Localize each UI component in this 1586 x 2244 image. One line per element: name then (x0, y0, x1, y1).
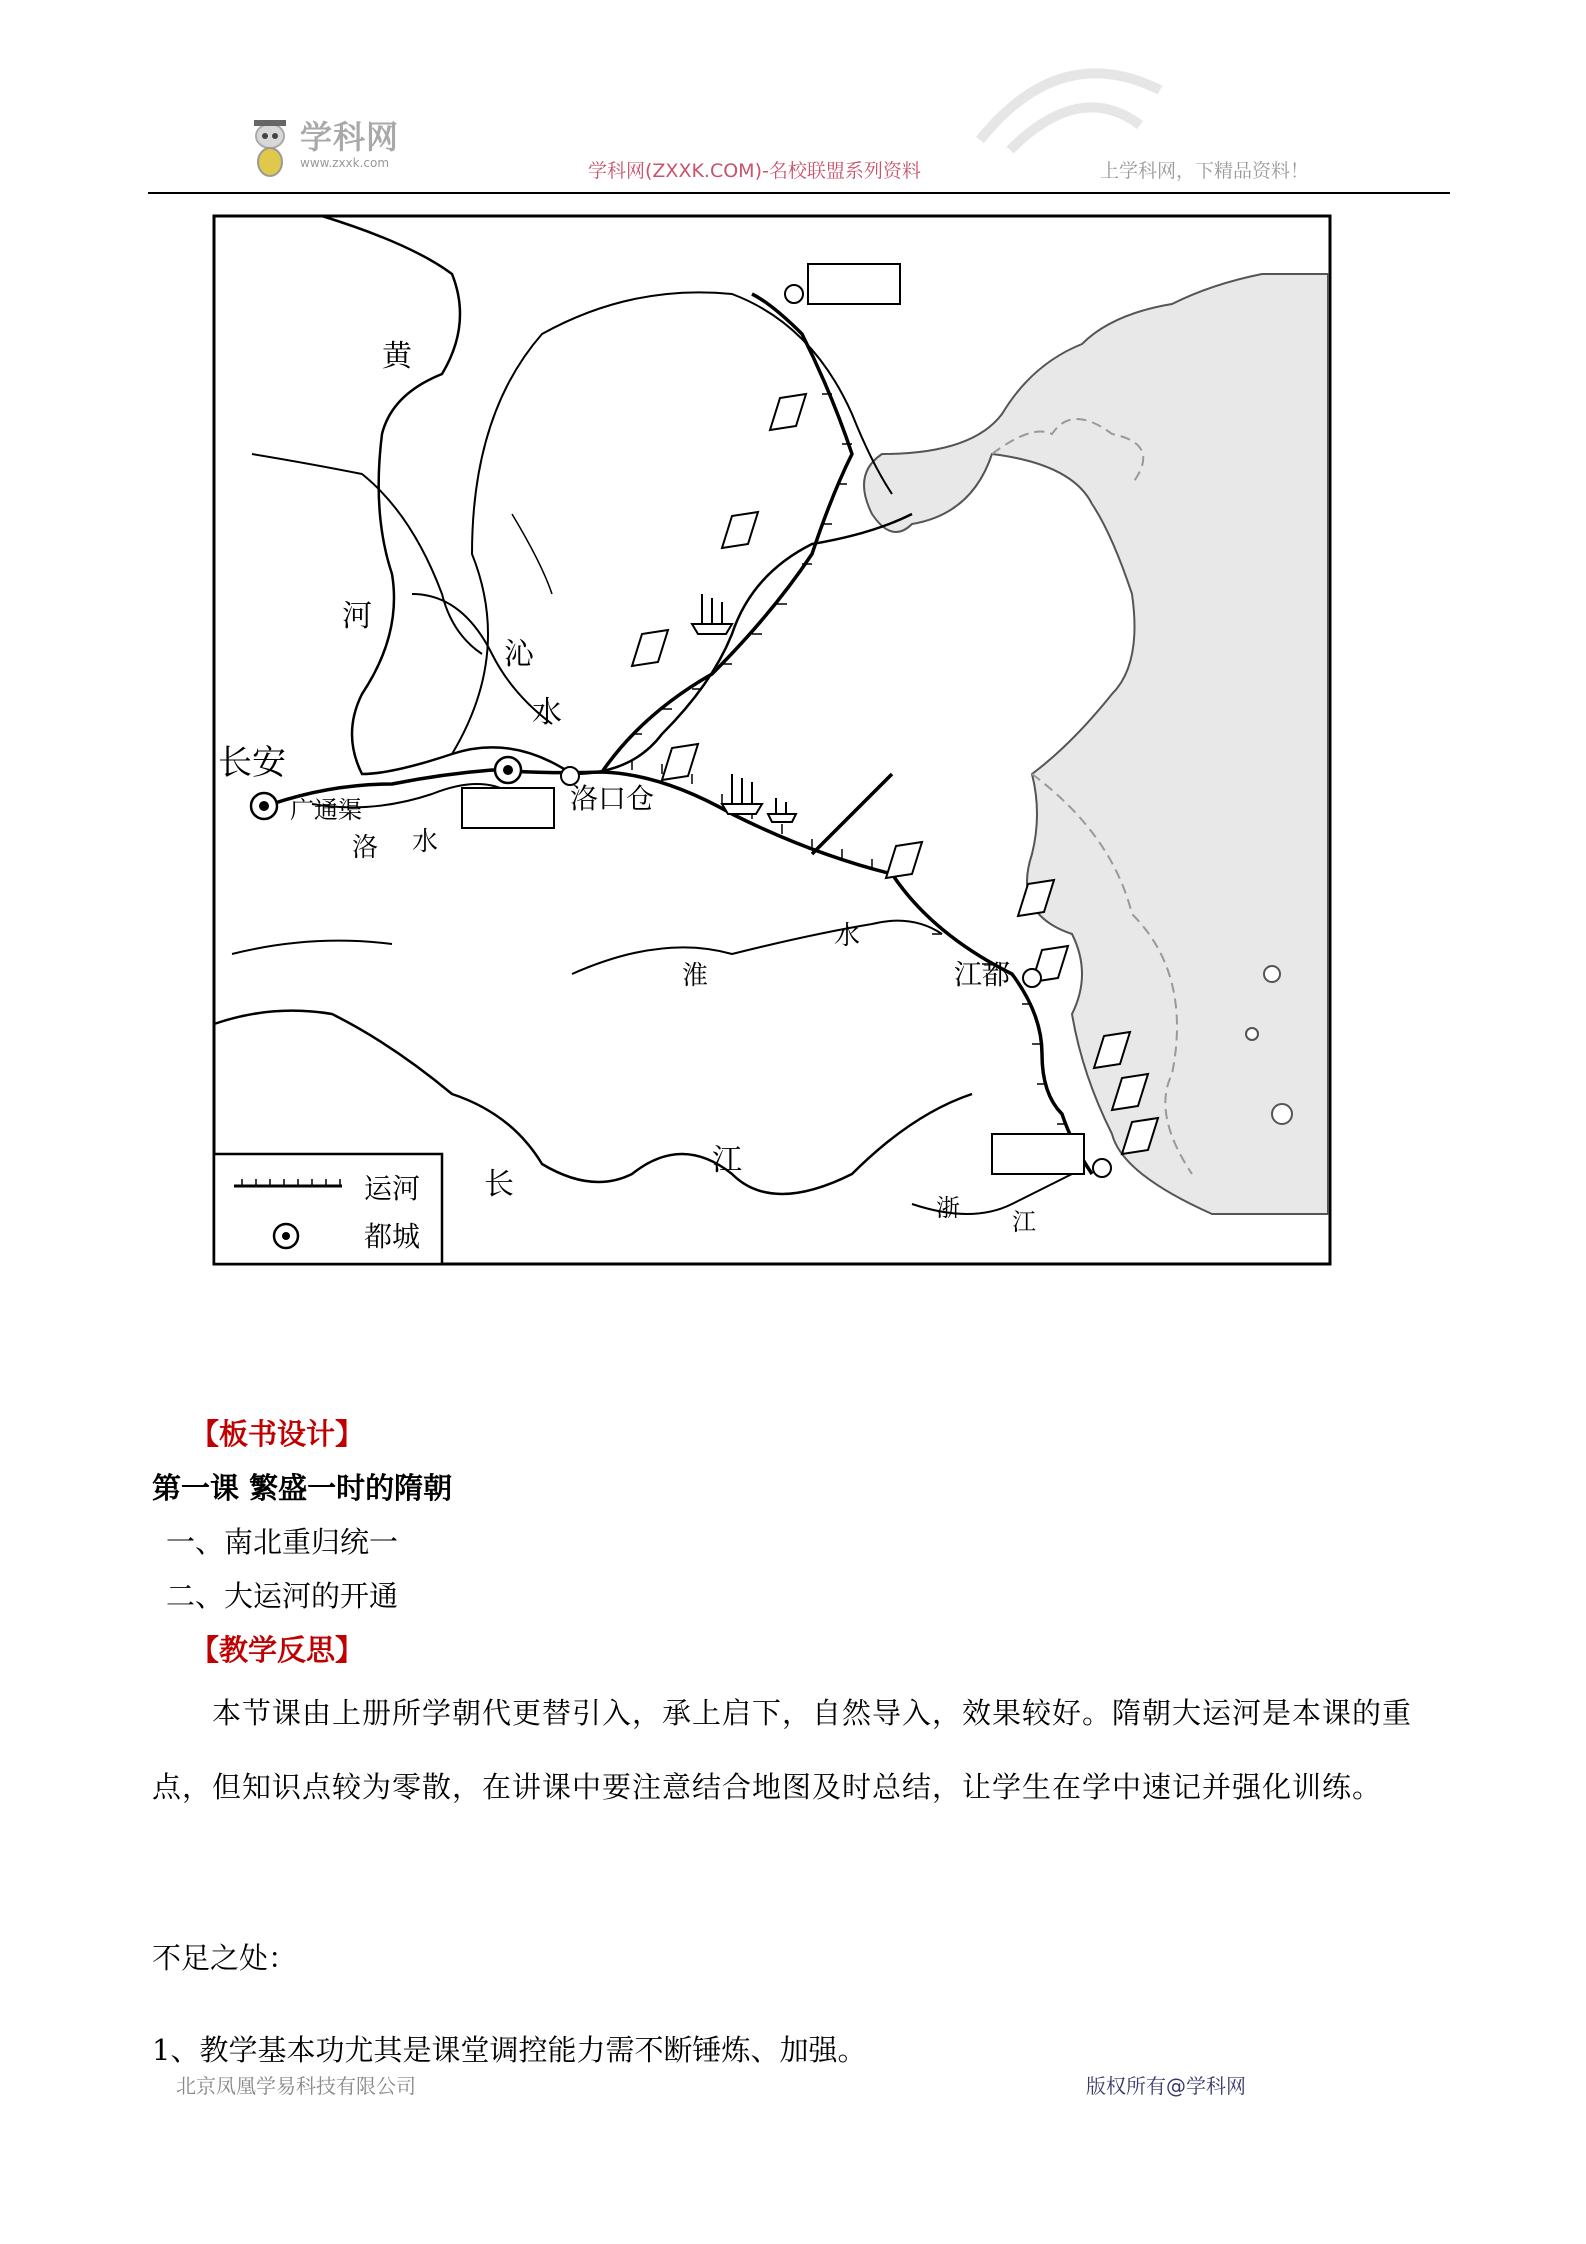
answer-box-zhuo[interactable] (808, 264, 900, 304)
label-qin-shui: 水 (532, 695, 562, 730)
label-luo: 洛 (352, 833, 379, 863)
island (1272, 1104, 1292, 1124)
capital-luoyang (495, 757, 521, 783)
lesson-title: 第一课 繁盛一时的隋朝 (152, 1471, 453, 1505)
footer-company: 北京凤凰学易科技有限公司 (176, 2074, 416, 2098)
site-logo (248, 112, 448, 182)
island (1264, 966, 1280, 982)
city-yuhang (1093, 1159, 1111, 1177)
city-zhuojun (785, 285, 803, 303)
city-jiangdu (1023, 969, 1041, 987)
label-qin: 沁 (504, 637, 534, 672)
island (1246, 1028, 1258, 1040)
answer-box-luoyang[interactable] (462, 788, 554, 828)
capital-changan (251, 793, 277, 819)
label-zhe-jiang: 江 (1012, 1208, 1036, 1236)
logo-url: www.zxxk.com (300, 156, 390, 170)
label-huai: 淮 (682, 961, 709, 991)
legend-canal-label: 运河 (364, 1172, 421, 1205)
board-design-heading: 【板书设计】 (190, 1417, 365, 1451)
header-center-text: 学科网(ZXXK.COM)-名校联盟系列资料 (588, 160, 921, 182)
label-guangtongqu: 广通渠 (290, 796, 362, 824)
label-luokoucang: 洛口仓 (570, 782, 655, 815)
label-chang: 长 (484, 1167, 514, 1202)
label-he: 河 (342, 599, 372, 634)
header-rule (148, 192, 1450, 194)
logo-text: 学科网 (300, 118, 400, 156)
reflection-heading: 【教学反思】 (190, 1633, 365, 1667)
footer-copyright: 版权所有@学科网 (1086, 2074, 1246, 2098)
reflection-paragraph: 本节课由上册所学朝代更替引入，承上启下，自然导入，效果较好。隋朝大运河是本课的重点，但知识点较为零散，在讲课中要注意结合地图及时总结，让学生在学中速记并强化训练。 (152, 1696, 1413, 1804)
label-huai-shui: 水 (834, 921, 861, 951)
label-jiang: 江 (712, 1143, 742, 1178)
shortcoming-heading: 不足之处： (152, 1941, 298, 1975)
label-luo-shui: 水 (412, 827, 439, 857)
grand-canal-map (212, 214, 1332, 1266)
mascot-icon (248, 116, 296, 182)
point-2: 二、大运河的开通 (166, 1579, 399, 1613)
watermark-stamp (940, 30, 1180, 170)
point-1: 一、南北重归统一 (166, 1525, 399, 1559)
legend-capital-label: 都城 (364, 1220, 421, 1253)
label-jiangdu: 江都 (954, 958, 1011, 991)
label-zhe: 浙 (936, 1194, 960, 1222)
label-changan: 长安 (218, 743, 286, 783)
map-legend (214, 1154, 442, 1264)
answer-box-yuhang[interactable] (992, 1134, 1084, 1174)
label-huang: 黄 (382, 339, 412, 374)
header-right-text: 上学科网，下精品资料！ (1100, 160, 1310, 182)
shortcoming-item-1: 1、教学基本功尤其是课堂调控能力需不断锤炼、加强。 (152, 2033, 867, 2067)
